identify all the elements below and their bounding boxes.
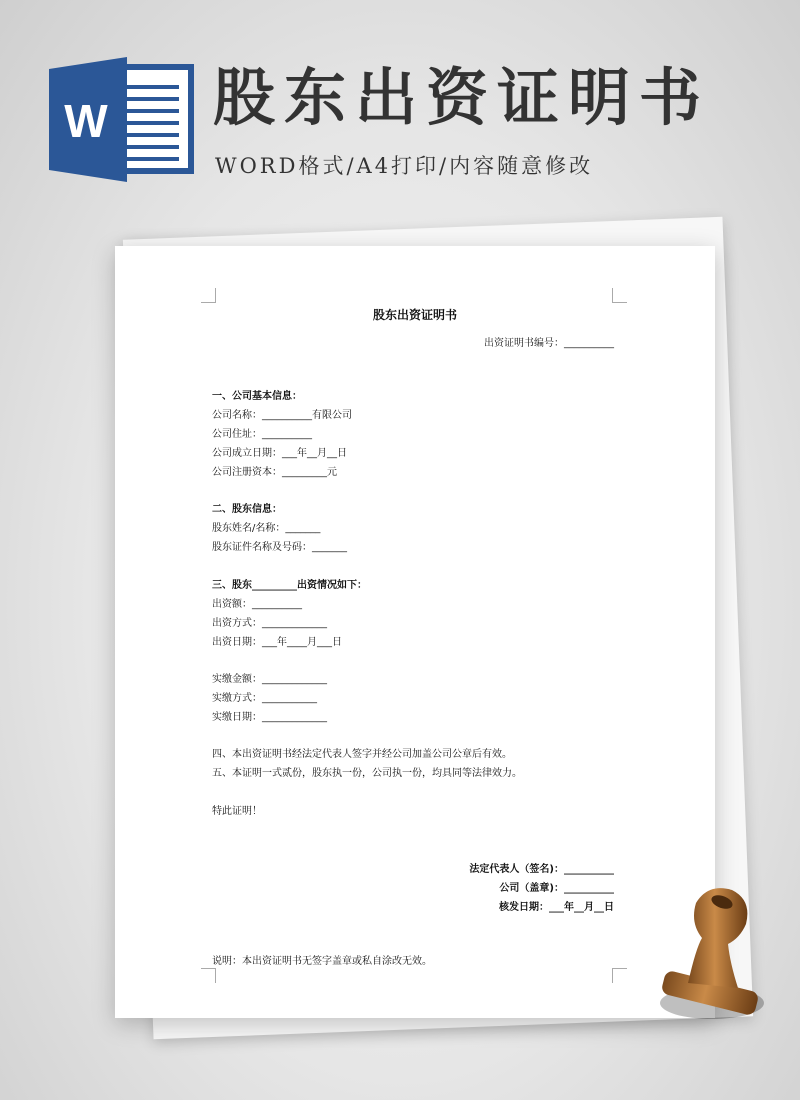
wooden-stamp-image — [650, 878, 770, 1028]
page-title: 股东出资证明书 — [213, 61, 711, 134]
clause-four: 四、本出资证明书经法定代表人签字并经公司加盖公司公章后有效。 — [212, 749, 512, 760]
contribution-amount-field: 出资额：__________ — [212, 599, 302, 610]
shareholder-id-field: 股东证件名称及号码：_______ — [212, 542, 347, 553]
company-name-field: 公司名称：__________有限公司 — [212, 410, 352, 421]
corner-mark-top-right — [612, 288, 627, 303]
word-icon-letter: W — [64, 95, 108, 147]
paid-method-field: 实缴方式：___________ — [212, 693, 317, 704]
company-seal-field: 公司（盖章)：__________ — [499, 883, 614, 894]
document-title: 股东出资证明书 — [372, 308, 457, 322]
company-founding-date-field: 公司成立日期：___年__月__日 — [212, 448, 347, 459]
paid-amount-field: 实缴金额：_____________ — [212, 674, 327, 685]
corner-mark-bottom-right — [612, 968, 627, 983]
certification-statement: 特此证明！ — [212, 806, 262, 817]
section-company-info-heading: 一、公司基本信息： — [212, 391, 302, 402]
contribution-date-field: 出资日期：___年____月___日 — [212, 637, 342, 648]
section-shareholder-info-heading: 二、股东信息： — [212, 504, 282, 515]
clause-five: 五、本证明一式贰份，股东执一份，公司执一份，均具同等法律效力。 — [212, 768, 522, 779]
legal-representative-signature: 法定代表人（签名)：__________ — [469, 864, 614, 875]
issue-date-field: 核发日期：___年__月__日 — [499, 902, 614, 913]
shareholder-name-field: 股东姓名/名称：_______ — [212, 523, 321, 534]
section-contribution-heading: 三、股东_________出资情况如下： — [212, 580, 367, 591]
corner-mark-top-left — [201, 288, 216, 303]
document-note: 说明：本出资证明书无签字盖章或私自涂改无效。 — [212, 956, 432, 967]
word-app-icon — [49, 57, 199, 182]
corner-mark-bottom-left — [201, 968, 216, 983]
paid-date-field: 实缴日期：_____________ — [212, 712, 327, 723]
company-address-field: 公司住址：__________ — [212, 429, 312, 440]
registered-capital-field: 公司注册资本：_________元 — [212, 467, 337, 478]
document-page — [115, 246, 715, 1018]
page-subtitle: WORD格式/A4打印/内容随意修改 — [215, 154, 594, 178]
contribution-method-field: 出资方式：_____________ — [212, 618, 327, 629]
certificate-number-field: 出资证明书编号：__________ — [484, 338, 614, 349]
